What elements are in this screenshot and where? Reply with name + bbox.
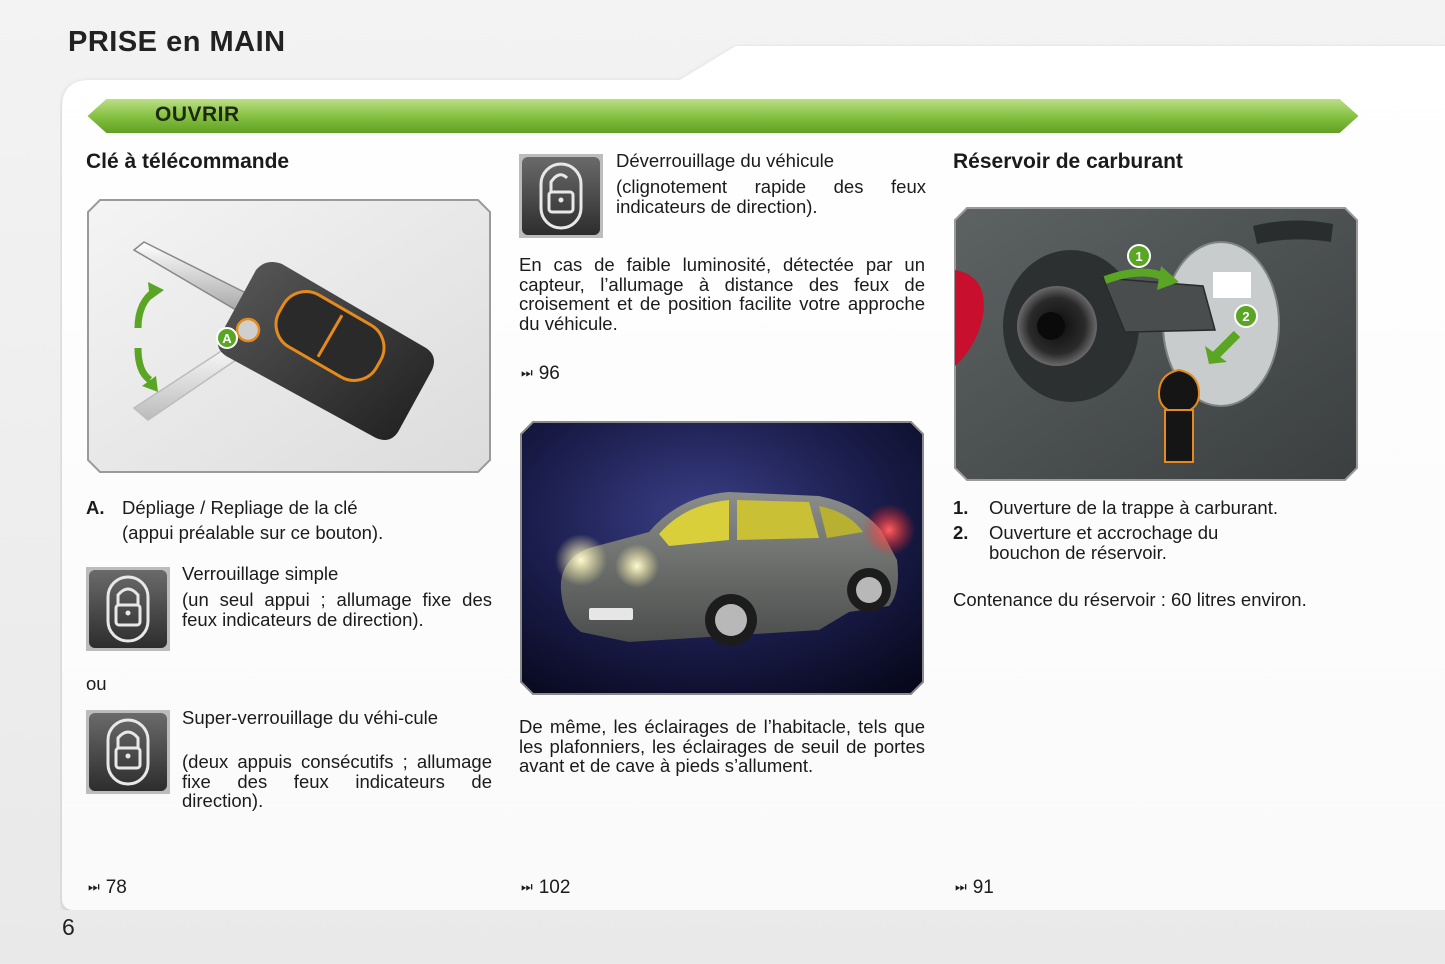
lock-simple-desc: (un seul appui ; allumage fixe des feux indicateurs de direction). [182, 589, 492, 630]
lock-simple-title: Verrouillage simple [182, 563, 339, 584]
legend-a-letter: A. [86, 497, 105, 518]
unlock-desc: (clignotement rapide des feux indicateurs de direction). [616, 176, 926, 217]
lock-icon [86, 567, 170, 651]
page-ref-91[interactable] [955, 877, 994, 899]
legend-a [86, 498, 105, 518]
page-ref-96[interactable] [521, 363, 560, 385]
section-banner [84, 96, 1364, 136]
page-ref-91-number: 91 [972, 877, 994, 898]
next-arrow-icon: ⏭ [521, 365, 533, 380]
fuel-item2-text: Ouverture et accrochage du bouchon de réservoir. [989, 522, 1219, 563]
page-title: PRISE en MAIN [68, 26, 286, 58]
car-night-illustration [519, 420, 925, 696]
banner-label: OUVRIR [155, 103, 240, 126]
fuel-item1-number: 1. [953, 497, 969, 518]
low-light-paragraph: En cas de faible luminosité, détectée par un capteur, l’allumage à distance des feux de croisement et de position facilite votre approche du véhicule. [519, 254, 925, 334]
remote-key-illustration [86, 198, 492, 474]
super-lock-icon [86, 710, 170, 794]
next-arrow-icon: ⏭ [521, 879, 533, 894]
page-ref-78-number: 78 [105, 877, 127, 898]
fuel-item2-number: 2. [953, 522, 969, 543]
fuel-item1-text: Ouverture de la trappe à carburant. [989, 497, 1278, 518]
page-number: 6 [62, 914, 75, 940]
tank-capacity-text: Contenance du réservoir : 60 litres environ. [953, 589, 1307, 610]
legend-a-line1: Dépliage / Repliage de la clé [122, 497, 358, 518]
fuel-flap-illustration [953, 206, 1359, 482]
page-ref-96-number: 96 [538, 363, 560, 384]
next-arrow-icon: ⏭ [88, 879, 100, 894]
remote-key-heading: Clé à télécommande [86, 150, 290, 173]
page-ref-102-number: 102 [538, 877, 571, 898]
unlock-title: Déverrouillage du véhicule [616, 150, 835, 171]
page-ref-102[interactable] [521, 877, 570, 899]
interior-lights-paragraph: De même, les éclairages de l’habitacle, tels que les plafonniers, les éclairages de seuil de portes avant et de cave à pieds s’allument. [519, 716, 925, 776]
callout-2-label: 2 [1242, 309, 1250, 324]
super-lock-desc: (deux appuis consécutifs ; allumage fixe des feux indicateurs de direction). [182, 751, 492, 811]
super-lock-title: Super-verrouillage du véhi-cule [182, 707, 439, 728]
or-text: ou [86, 673, 107, 694]
callout-a-label: A [222, 331, 232, 346]
unlock-icon [519, 154, 603, 238]
fuel-tank-heading: Réservoir de carburant [953, 150, 1183, 173]
callout-1-label: 1 [1135, 249, 1143, 264]
next-arrow-icon: ⏭ [955, 879, 967, 894]
page-ref-78[interactable] [88, 877, 127, 899]
legend-a-line2: (appui préalable sur ce bouton). [122, 522, 384, 543]
